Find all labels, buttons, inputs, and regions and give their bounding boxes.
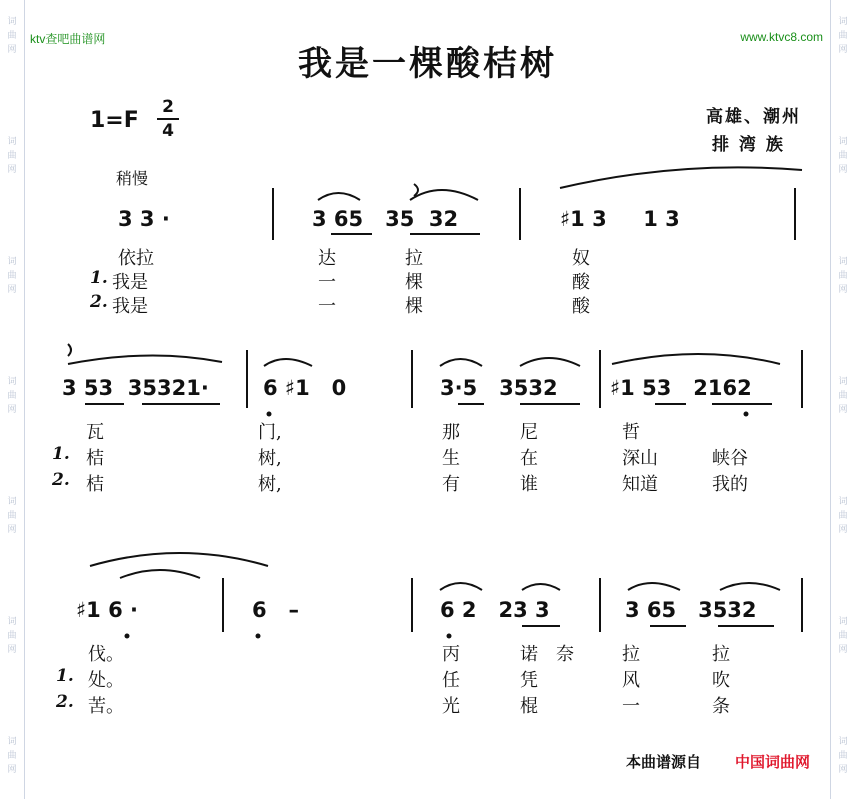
lyric-syllable: 酸 [572,296,590,317]
measure-notes: 3 65 3532 [625,598,757,622]
lyric-syllable: 棵 [405,272,423,293]
measure-notes: 6 – [252,598,300,622]
sidebar-glyph: 曲 [838,631,848,641]
lyric-syllable: 有 [442,474,460,495]
tempo-marking: 稍慢 [116,169,149,188]
lyric-syllable: 知道 [622,474,658,495]
sidebar-glyph: 网 [7,165,17,175]
verse-number: 1. [90,268,108,288]
octave-dot [125,634,130,639]
lyric-syllable: 一 [318,272,336,293]
sidebar-glyph: 词 [7,17,17,27]
sidebar-glyph: 网 [838,405,848,415]
verse-number: 1. [52,444,70,464]
lyric-syllable: 深山 [622,448,658,469]
lyric-syllable: 棵 [405,296,423,317]
lyric-syllable: 丙 [442,644,460,665]
lyric-syllable: 任 [442,670,460,691]
lyric-syllable: 拉 [622,644,640,665]
slur [90,553,268,566]
sidebar-glyph: 曲 [7,391,17,401]
slur [318,193,360,200]
measure-notes: 6 2 23 3 [440,598,550,622]
lyric-syllable: 树, [258,474,282,495]
sidebar-glyph: 网 [7,285,17,295]
lyric-syllable: 奈 [556,644,574,665]
measure-notes: 6 ♯1 0 [263,376,347,400]
lyric-syllable: 达 [318,248,336,269]
credit-region: 高雄、潮州 [706,107,801,127]
sidebar-glyph: 曲 [838,151,848,161]
key-signature: 1=F [90,108,139,133]
lyric-syllable: 依拉 [118,248,154,269]
song-title: 我是一棵酸桔树 [298,44,557,84]
sidebar-glyph: 词 [838,617,848,627]
lyric-syllable: 生 [442,448,460,469]
sidebar-glyph: 网 [7,45,17,55]
lyric-syllable: 棍 [520,696,538,717]
lyric-syllable: 在 [520,448,538,469]
octave-dot [744,412,749,417]
sidebar-glyph: 曲 [7,511,17,521]
verse-number: 2. [90,292,108,312]
lyric-syllable: 门, [258,422,282,443]
lyric-syllable: 拉 [712,644,730,665]
slur [522,584,560,590]
slur [120,570,200,578]
lyric-syllable: 诺 [520,644,538,665]
lyric-syllable: 树, [258,448,282,469]
octave-dot [447,634,452,639]
lyric-syllable: 我是 [112,272,148,293]
lyric-syllable: 拉 [405,248,423,269]
lyric-syllable: 一 [622,696,640,717]
lyric-syllable: 峡谷 [712,448,748,469]
sidebar-glyph: 网 [7,765,17,775]
sidebar-glyph: 网 [838,285,848,295]
lyric-syllable: 条 [712,696,730,717]
sidebar-glyph: 词 [7,137,17,147]
slur [440,583,482,590]
sidebar-glyph: 曲 [838,391,848,401]
time-signature-bottom: 4 [162,121,174,141]
sidebar-glyph: 词 [838,737,848,747]
slur [520,358,580,366]
lyric-syllable: 我的 [712,474,748,495]
source-site-name: 中国词曲网 [735,753,811,771]
slur [410,190,478,200]
sidebar-glyph: 词 [838,257,848,267]
source-label: 本曲谱源自 [626,753,702,771]
lyric-syllable: 哲 [622,422,640,443]
verse-number: 1. [56,666,74,686]
lyric-syllable: 那 [442,422,460,443]
sidebar-glyph: 曲 [838,511,848,521]
lyric-syllable: 桔 [86,474,104,495]
measure-notes: 3·5 3532 [440,376,558,400]
slur [68,355,222,364]
lyric-syllable: 伐。 [88,644,124,665]
lyric-syllable: 谁 [520,474,538,495]
slur [560,167,802,188]
sidebar-glyph: 网 [838,525,848,535]
sidebar-glyph: 曲 [7,751,17,761]
sidebar-glyph: 词 [838,497,848,507]
slur [612,354,780,364]
sidebar-glyph: 曲 [838,31,848,41]
site-watermark-right: www.ktvc8.com [740,30,823,44]
lyric-syllable: 光 [442,696,460,717]
sidebar-glyph: 曲 [7,31,17,41]
breath-mark [68,344,71,356]
slur [720,583,780,590]
sidebar-glyph: 网 [7,645,17,655]
lyric-syllable: 桔 [86,448,104,469]
breath-mark [414,184,418,196]
lyric-syllable: 风 [622,670,640,691]
lyric-syllable: 酸 [572,272,590,293]
credit-ethnic-group: 排 湾 族 [712,135,785,155]
time-signature-top: 2 [162,97,174,117]
octave-dot [256,634,261,639]
sidebar-glyph: 词 [7,377,17,387]
sidebar-glyph: 网 [838,165,848,175]
lyric-syllable: 瓦 [86,422,104,443]
lyric-syllable: 我是 [112,296,148,317]
sidebar-glyph: 词 [838,377,848,387]
sidebar-glyph: 词 [7,737,17,747]
measure-notes: 3 3 · [118,207,170,231]
sidebar-glyph: 曲 [7,631,17,641]
sidebar-glyph: 曲 [7,271,17,281]
lyric-syllable: 吹 [712,670,730,691]
sidebar-glyph: 网 [7,405,17,415]
sidebar-glyph: 词 [838,137,848,147]
lyric-syllable: 苦。 [88,696,124,717]
sidebar-glyph: 曲 [838,751,848,761]
measure-notes: ♯1 6 · [76,598,138,622]
sidebar-glyph: 词 [7,497,17,507]
lyric-syllable: 处。 [88,670,124,691]
slur [440,359,482,366]
measure-notes: 3 53 35321· [62,376,209,400]
sidebar-glyph: 曲 [7,151,17,161]
slur [264,359,312,366]
measure-notes: ♯1 3 1 3 [560,207,680,231]
sidebar-glyph: 网 [7,525,17,535]
measure-notes: 3 65 35 32 [312,207,459,231]
sidebar-glyph: 网 [838,765,848,775]
octave-dot [267,412,272,417]
sidebar-glyph: 曲 [838,271,848,281]
site-watermark-left: ktv查吧曲谱网 [30,32,106,46]
sidebar-glyph: 词 [7,257,17,267]
lyric-syllable: 奴 [572,248,590,269]
lyric-syllable: 尼 [520,422,538,443]
verse-number: 2. [52,470,70,490]
slur [628,583,680,590]
sidebar-glyph: 网 [838,645,848,655]
verse-number: 2. [56,692,74,712]
lyric-syllable: 一 [318,296,336,317]
sidebar-glyph: 词 [838,17,848,27]
sidebar-glyph: 网 [838,45,848,55]
lyric-syllable: 凭 [520,670,538,691]
sidebar-glyph: 词 [7,617,17,627]
measure-notes: ♯1 53 2162 [610,376,752,400]
